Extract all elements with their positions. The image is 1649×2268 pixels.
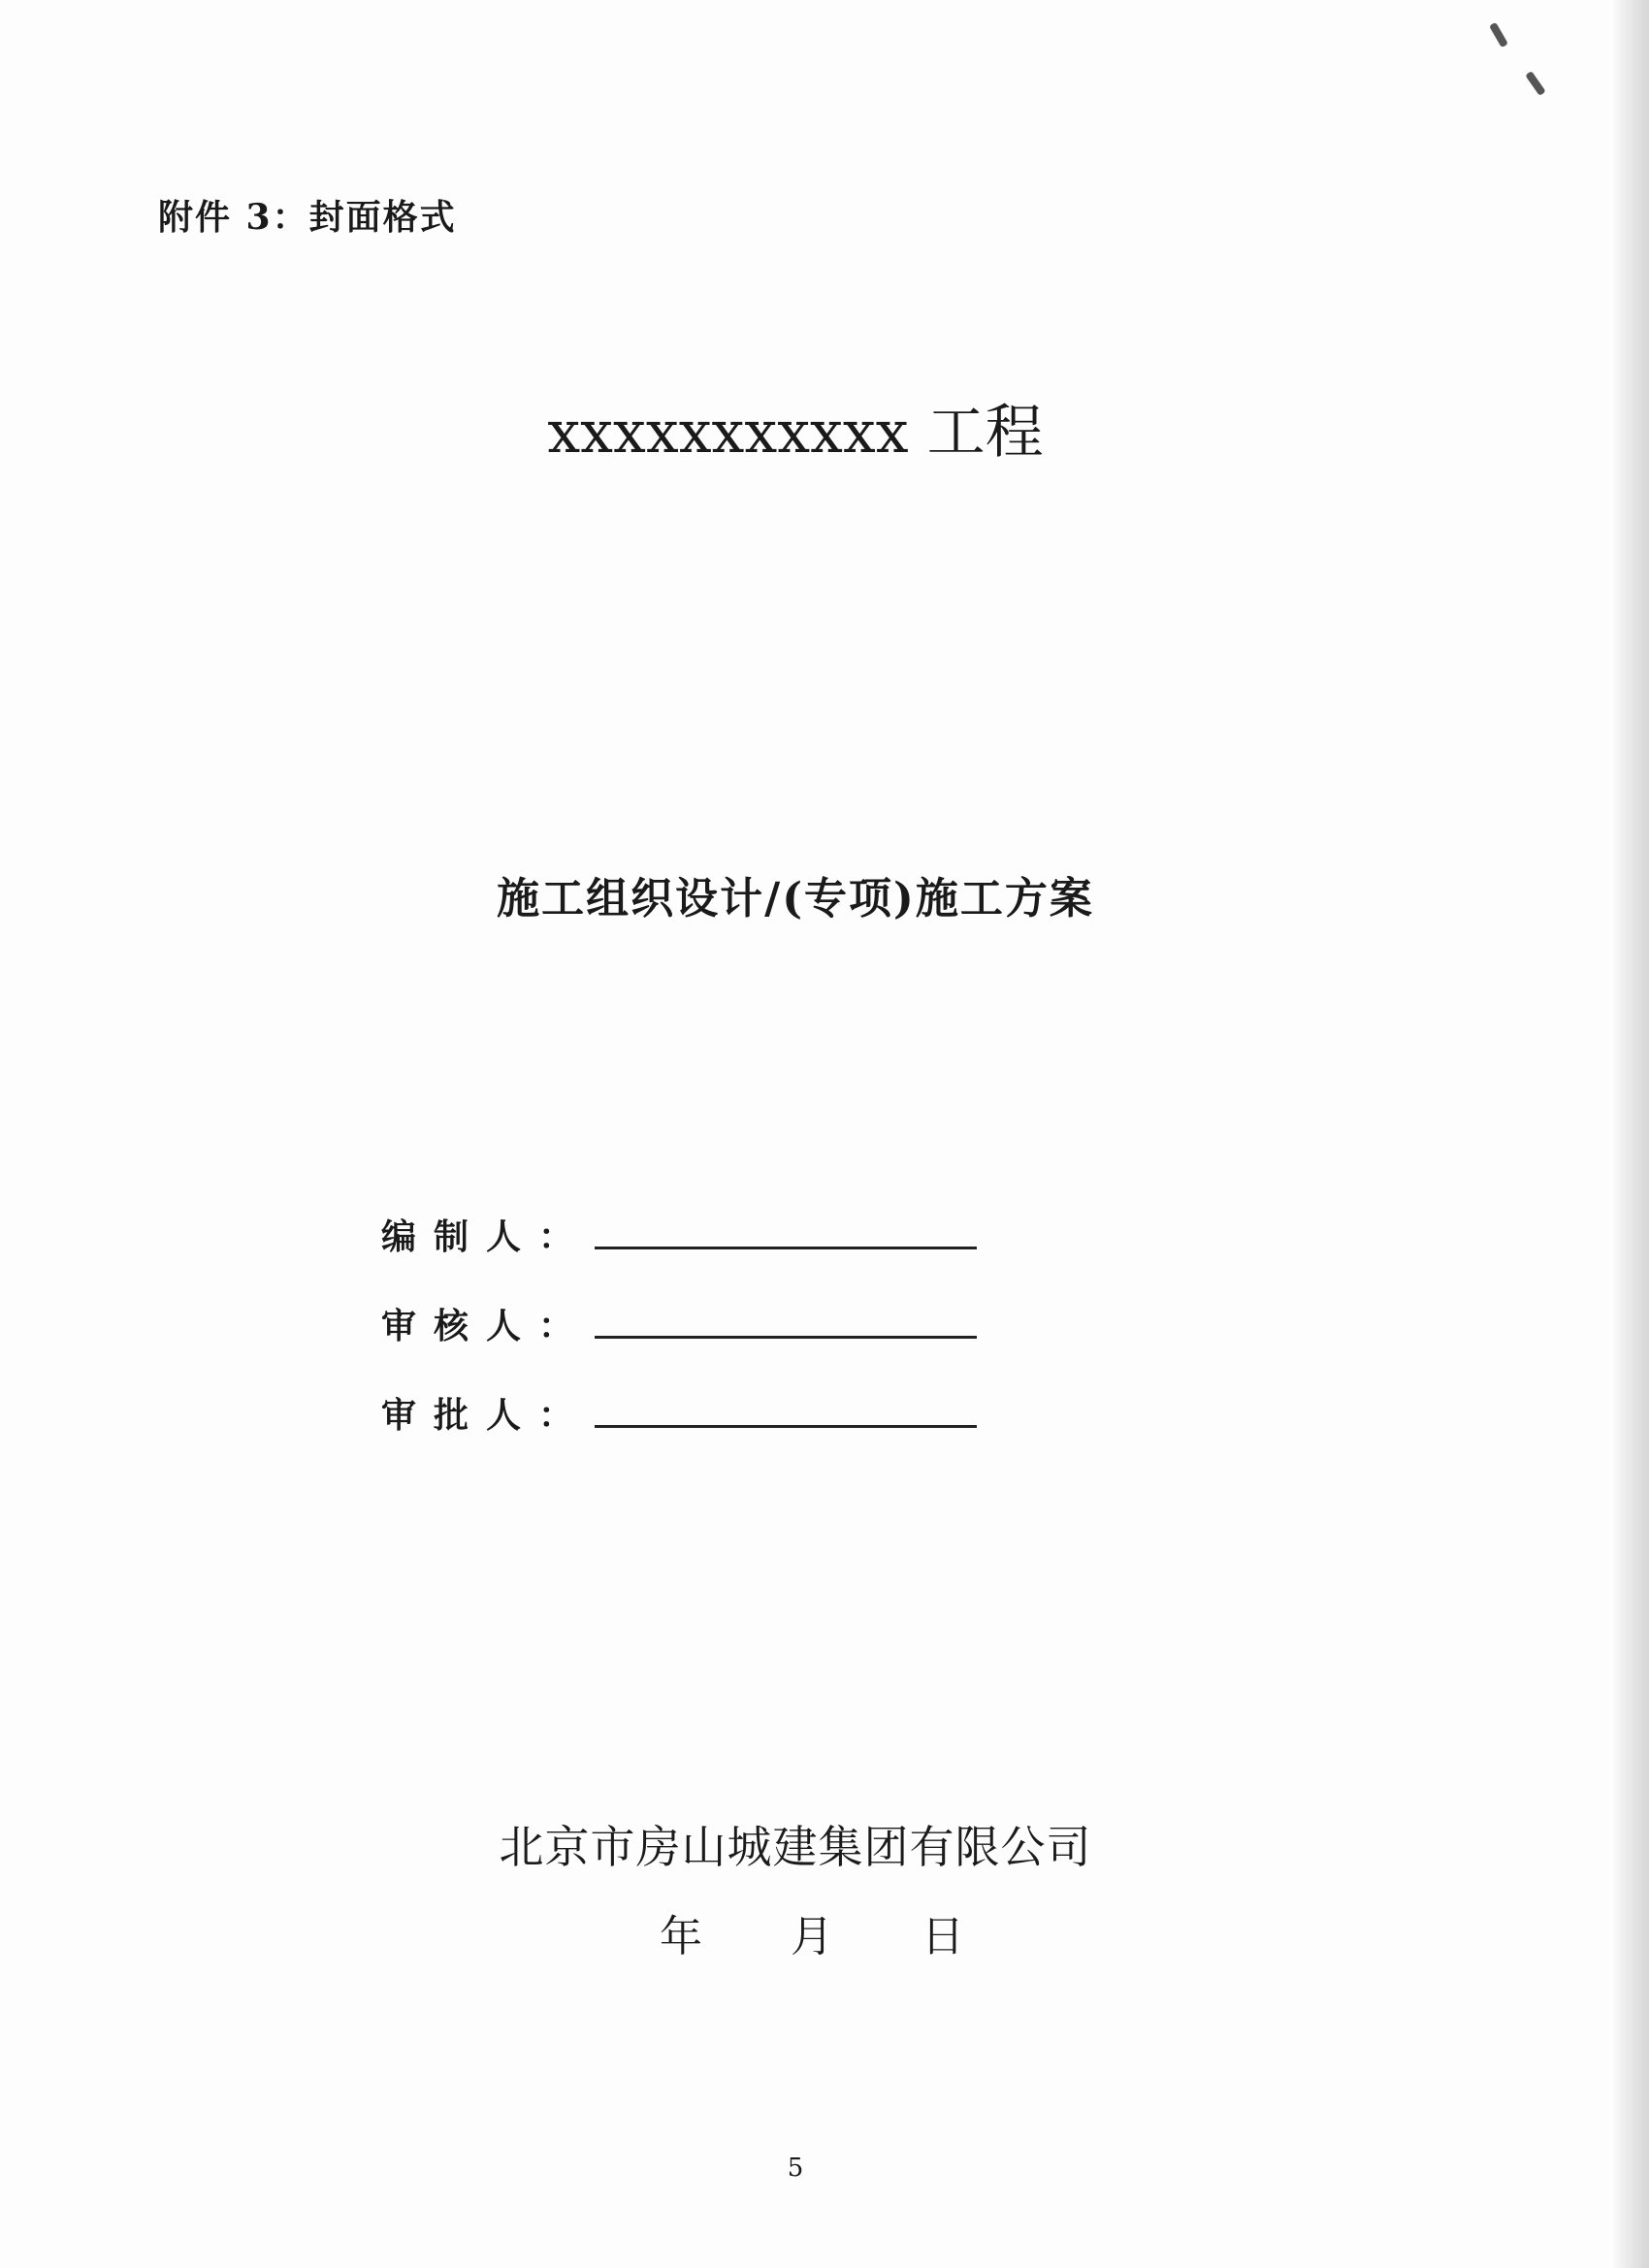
company-name: 北京市房山城建集团有限公司 <box>499 1821 1092 1873</box>
reviewer-label: 审核人： <box>381 1306 592 1346</box>
project-title: xxxxxxxxxxx 工程 <box>547 399 1044 467</box>
date-year: 年 <box>660 1912 702 1961</box>
approver-signature-line <box>595 1425 977 1428</box>
staple-mark <box>1525 71 1545 96</box>
date-row <box>0 1901 1591 1960</box>
plan-title: 施工组织设计/(专项)施工方案 <box>497 874 1094 923</box>
page-edge-shadow <box>1610 0 1649 2268</box>
compiler-row <box>381 1201 977 1259</box>
approver-row <box>381 1379 977 1438</box>
reviewer-signature-line <box>595 1336 977 1339</box>
page-number: 5 <box>787 2154 804 2183</box>
reviewer-row <box>381 1290 977 1348</box>
date-day: 日 <box>922 1912 964 1961</box>
approver-label: 审批人： <box>381 1395 592 1436</box>
attachment-label: 附件 3：封面格式 <box>158 197 457 238</box>
date-month: 月 <box>791 1912 833 1961</box>
compiler-signature-line <box>595 1247 977 1249</box>
compiler-label: 编制人： <box>381 1216 592 1257</box>
staple-mark <box>1489 22 1508 49</box>
